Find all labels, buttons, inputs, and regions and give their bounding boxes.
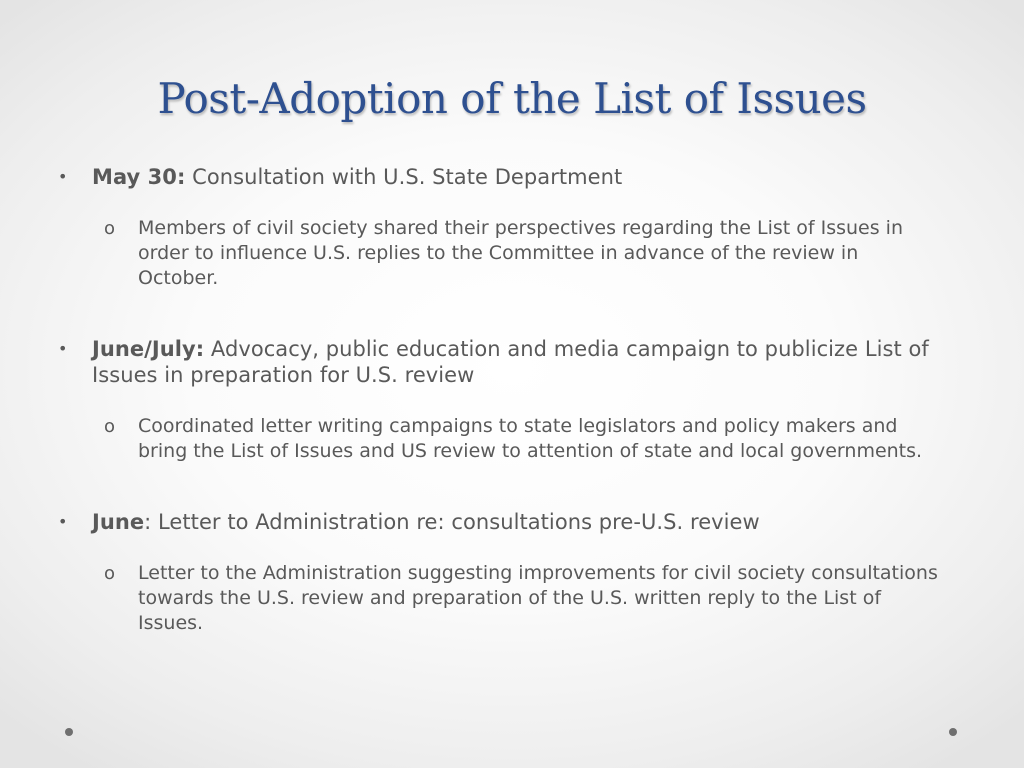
bullet-lead: June/July: — [92, 337, 205, 361]
bullet-marker: • — [58, 512, 68, 531]
sub-bullet-text: Members of civil society shared their perspectives regarding the List of Issues in order to influence U.S. replies to the Committee in advance of the review in October. — [138, 217, 903, 289]
slide-title: Post-Adoption of the List of Issues — [157, 74, 867, 123]
left-corner-dot-decoration — [65, 728, 73, 736]
slide-content — [54, 164, 974, 636]
bullet-item — [54, 336, 974, 388]
bullet-text: Consultation with U.S. State Department — [185, 165, 623, 189]
right-corner-dot-decoration — [949, 728, 957, 736]
sub-bullet-item — [54, 561, 938, 636]
bullet-lead: June — [92, 510, 145, 534]
sub-bullet-marker: o — [104, 416, 116, 437]
bullet-lead: May 30: — [92, 165, 186, 189]
bullet-marker: • — [58, 339, 68, 358]
sub-bullet-item — [54, 414, 938, 464]
sub-bullet-item — [54, 216, 938, 291]
bullet-text: : Letter to Administration re: consultations pre-U.S. review — [144, 510, 760, 534]
sub-bullet-text: Coordinated letter writing campaigns to state legislators and policy makers and bring the List of Issues and US review to attention of state and local governments. — [138, 415, 923, 462]
sub-bullet-text: Letter to the Administration suggesting improvements for civil society consultations towards the U.S. review and preparation of the U.S. written reply to the List of Issues. — [138, 562, 938, 634]
sub-bullet-marker: o — [104, 563, 116, 584]
bullet-item — [54, 509, 974, 535]
sub-bullet-marker: o — [104, 218, 116, 239]
bullet-text: Advocacy, public education and media campaign to publicize List of Issues in preparation for U.S. review — [92, 337, 929, 387]
bullet-marker: • — [58, 167, 68, 186]
bullet-item — [54, 164, 974, 190]
